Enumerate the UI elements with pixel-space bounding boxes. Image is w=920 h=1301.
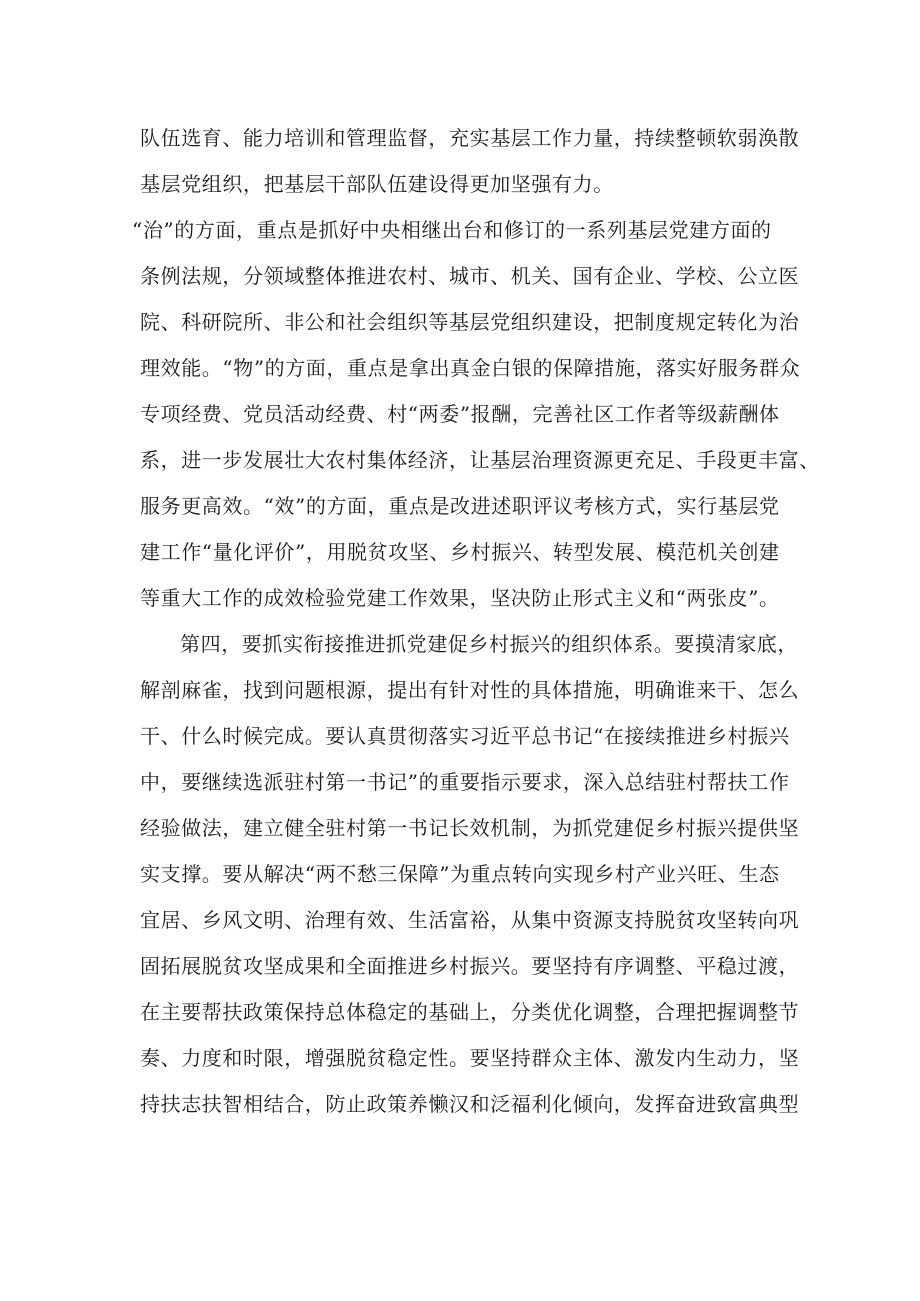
text-line: 专项经费、党员活动经费、村“两委”报酬，完善社区工作者等级薪酬体 bbox=[140, 402, 780, 426]
text-line: 在主要帮扶政策保持总体稳定的基础上，分类优化调整，合理把握调整节 bbox=[140, 1000, 800, 1024]
text-line: 基层党组织，把基层干部队伍建设得更加坚强有力。 bbox=[140, 172, 614, 196]
text-line: 持扶志扶智相结合，防止政策养懒汉和泛福利化倾向，发挥奋进致富典型 bbox=[140, 1092, 800, 1116]
text-line: 条例法规，分领域整体推进农村、城市、机关、国有企业、学校、公立医 bbox=[140, 264, 800, 288]
text-line: 等重大工作的成效检验党建工作效果，坚决防止形式主义和“两张皮”。 bbox=[140, 586, 780, 610]
text-line: 系，进一步发展壮大农村集体经济，让基层治理资源更充足、手段更丰富、 bbox=[140, 448, 820, 472]
text-line: 奏、力度和时限，增强脱贫稳定性。要坚持群众主体、激发内生动力，坚 bbox=[140, 1046, 800, 1070]
text-line: 干、什么时候完成。要认真贯彻落实习近平总书记“在接续推进乡村振兴 bbox=[140, 724, 790, 748]
paragraph-first-line: 第四，要抓实衔接推进抓党建促乡村振兴的组织体系。要摸清家底， bbox=[180, 632, 798, 656]
text-line: 中，要继续选派驻村第一书记”的重要指示要求，深入总结驻村帮扶工作 bbox=[140, 770, 790, 794]
text-line: 建工作“量化评价”，用脱贫攻坚、乡村振兴、转型发展、模范机关创建 bbox=[140, 540, 780, 564]
text-line: “治”的方面，重点是抓好中央相继出台和修订的一系列基层党建方面的 bbox=[132, 218, 772, 242]
text-line: 解剖麻雀，找到问题根源，提出有针对性的具体措施，明确谁来干、怎么 bbox=[140, 678, 800, 702]
text-line: 服务更高效。“效”的方面，重点是改进述职评议考核方式，实行基层党 bbox=[140, 494, 780, 518]
text-line: 宜居、乡风文明、治理有效、生活富裕，从集中资源支持脱贫攻坚转向巩 bbox=[140, 908, 800, 932]
text-line: 队伍选育、能力培训和管理监督，充实基层工作力量，持续整顿软弱涣散 bbox=[140, 126, 800, 150]
text-line: 院、科研院所、非公和社会组织等基层党组织建设，把制度规定转化为治 bbox=[140, 310, 800, 334]
text-line: 经验做法，建立健全驻村第一书记长效机制，为抓党建促乡村振兴提供坚 bbox=[140, 816, 800, 840]
text-line: 实支撑。要从解决“两不愁三保障”为重点转向实现乡村产业兴旺、生态 bbox=[140, 862, 780, 886]
text-line: 理效能。“物”的方面，重点是拿出真金白银的保障措施，落实好服务群众 bbox=[140, 356, 801, 380]
text-line: 固拓展脱贫攻坚成果和全面推进乡村振兴。要坚持有序调整、平稳过渡， bbox=[140, 954, 800, 978]
